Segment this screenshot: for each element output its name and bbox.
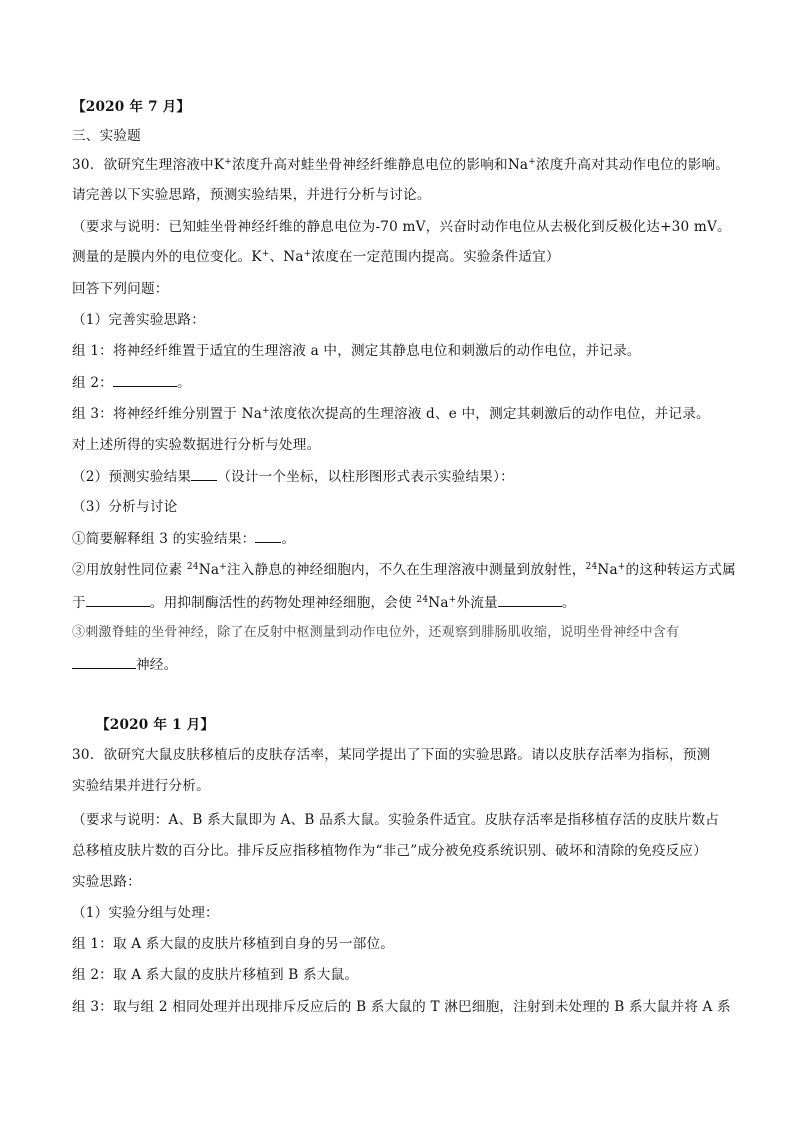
group-2-text: 组 2： 。 xyxy=(72,372,191,393)
question-30-instruction: 请完善以下实验思路，预测实验结果，并进行分析与讨论。 xyxy=(72,187,431,203)
question-30-stem-jan: 30．欲研究大鼠皮肤移植后的皮肤存活率，某同学提出了下面的实验思路。请以皮肤存活率为指标，预测 xyxy=(72,747,711,763)
answer-blank[interactable] xyxy=(113,372,177,387)
answer-blank[interactable] xyxy=(255,528,281,543)
answer-prompt: 回答下列问题： xyxy=(72,281,169,297)
group-1-text: 组 1：将神经纤维置于适宜的生理溶液 a 中，测定其静息电位和刺激后的动作电位，并记录。 xyxy=(72,343,641,359)
group-3-jan: 组 3：取与组 2 相同处理并出现排斥反应后的 B 系大鼠的 T 淋巴细胞，注射到未处理的 B 系大鼠并将 A 系 xyxy=(72,999,731,1015)
answer-blank[interactable] xyxy=(72,654,136,669)
question-30-stem: 30．欲研究生理溶液中K+浓度升高对蛙坐骨神经纤维静息电位的影响和Na+浓度升高对其动作电位的影响。 xyxy=(72,157,730,173)
part-2-text: （2）预测实验结果 （设计一个坐标，以柱形图形式表示实验结果）： xyxy=(72,466,514,487)
group-3-text: 组 3：将神经纤维分别置于 Na+浓度依次提高的生理溶液 d、e 中，测定其刺激后的动作电位，并记录。 xyxy=(72,406,710,422)
plan-title: 实验思路： xyxy=(72,874,141,890)
sub-question-2-line-2: 于 。用抑制酶活性的药物处理神经细胞，会使 $^{24}$Na+外流量 。 xyxy=(72,592,576,613)
analysis-text: 对上述所得的实验数据进行分析与处理。 xyxy=(72,437,321,453)
answer-blank[interactable] xyxy=(86,592,150,607)
sub-question-3-line-2: 神经。 xyxy=(72,654,177,675)
section-heading-july: 【2020 年 7 月】 xyxy=(72,99,191,115)
sub-question-3-line-1: ③刺激脊蛙的坐骨神经，除了在反射中枢测量到动作电位外，还观察到腓肠肌收缩，说明坐骨神经中含有 xyxy=(72,625,680,640)
sub-question-1: ①简要解释组 3 的实验结果： 。 xyxy=(72,528,295,549)
group-2-jan: 组 2：取 A 系大鼠的皮肤片移植到 B 系大鼠。 xyxy=(72,967,359,983)
answer-blank[interactable] xyxy=(498,592,562,607)
answer-blank[interactable] xyxy=(191,466,217,481)
requirement-jan-line-2: 总移植皮肤片数的百分比。排斥反应指移植物作为“非己”成分被免疫系统识别、破坏和清除的免疫反应） xyxy=(72,843,708,859)
requirement-jan-line-1: （要求与说明：A、B 系大鼠即为 A、B 品系大鼠。实验条件适宜。皮肤存活率是指移植存活的皮肤片数占 xyxy=(72,812,720,828)
requirement-line-1: （要求与说明：已知蛙坐骨神经纤维的静息电位为-70 mV，兴奋时动作电位从去极化到反极化达+30 mV。 xyxy=(72,219,731,235)
requirement-line-2: 测量的是膜内外的电位变化。K+、Na+浓度在一定范围内提高。实验条件适宜） xyxy=(72,249,560,265)
section-heading-january: 【2020 年 1 月】 xyxy=(96,717,215,733)
question-category: 三、实验题 xyxy=(72,128,141,144)
question-30-stem-jan-2: 实验结果并进行分析。 xyxy=(72,778,210,794)
sub-question-2-line-1: ②用放射性同位素 $^{24}$Na+注入静息的神经细胞内，不久在生理溶液中测量到放射性，$^{24}$Na+的这种转运方式属 xyxy=(72,562,736,578)
part-1-title: （1）完善实验思路： xyxy=(72,312,205,328)
group-1-jan: 组 1：取 A 系大鼠的皮肤片移植到自身的另一部位。 xyxy=(72,936,395,952)
part-1-jan-title: （1）实验分组与处理： xyxy=(72,905,219,921)
part-3-title: （3）分析与讨论 xyxy=(72,499,178,515)
